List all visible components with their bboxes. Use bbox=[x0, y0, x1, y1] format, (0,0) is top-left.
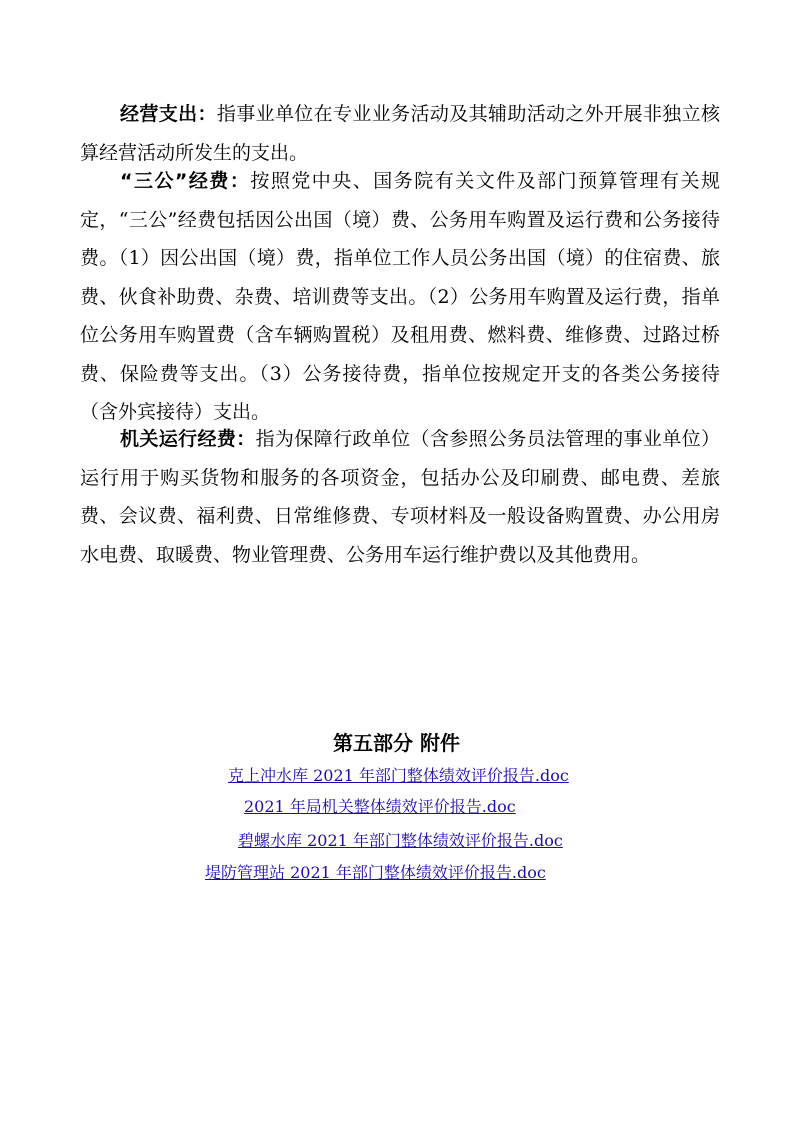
term-label: 机关运行经费： bbox=[120, 428, 256, 450]
section-title: 第五部分 附件 bbox=[333, 731, 460, 755]
attachment-link[interactable]: 碧螺水库 2021 年部门整体绩效评价报告.doc bbox=[238, 831, 563, 850]
term-label: 经营支出： bbox=[120, 103, 217, 125]
definition-three-public-expenses bbox=[80, 162, 720, 432]
definition-text: 按照党中央、国务院有关文件及部门预算管理有关规定，“三公”经费包括因公出国（境）费、公务用车购置及运行费和公务接待费。（1）因公出国（境）费，指单位工作人员公务出国（境）的住宿费、旅费、伙食补助费、杂费、培训费等支出。（2）公务用车购置及运行费，指单位公务用车购置费（含车辆购置税）及租用费、燃料费、维修费、过路过桥费、保险费等支出。（3）公务接待费，指单位按规定开支的各类公务接待（含外宾接待）支出。 bbox=[80, 170, 720, 423]
definition-text: 指为保障行政单位（含参照公务员法管理的事业单位）运行用于购买货物和服务的各项资金，包括办公及印刷费、邮电费、差旅费、会议费、福利费、日常维修费、专项材料及一般设备购置费、办公用房水电费、取暖费、物业管理费、公务用车运行维护费以及其他费用。 bbox=[80, 428, 720, 566]
definition-text: 指事业单位在专业业务活动及其辅助活动之外开展非独立核算经营活动所发生的支出。 bbox=[80, 103, 720, 164]
definition-agency-operating-funds bbox=[80, 420, 720, 574]
attachment-link[interactable]: 克上冲水库 2021 年部门整体绩效评价报告.doc bbox=[228, 766, 569, 785]
definition-operating-expenses bbox=[80, 95, 720, 172]
attachment-link[interactable]: 2021 年局机关整体绩效评价报告.doc bbox=[244, 797, 516, 816]
term-label: “三公”经费： bbox=[120, 170, 251, 192]
attachment-link[interactable]: 堤防管理站 2021 年部门整体绩效评价报告.doc bbox=[205, 863, 546, 882]
